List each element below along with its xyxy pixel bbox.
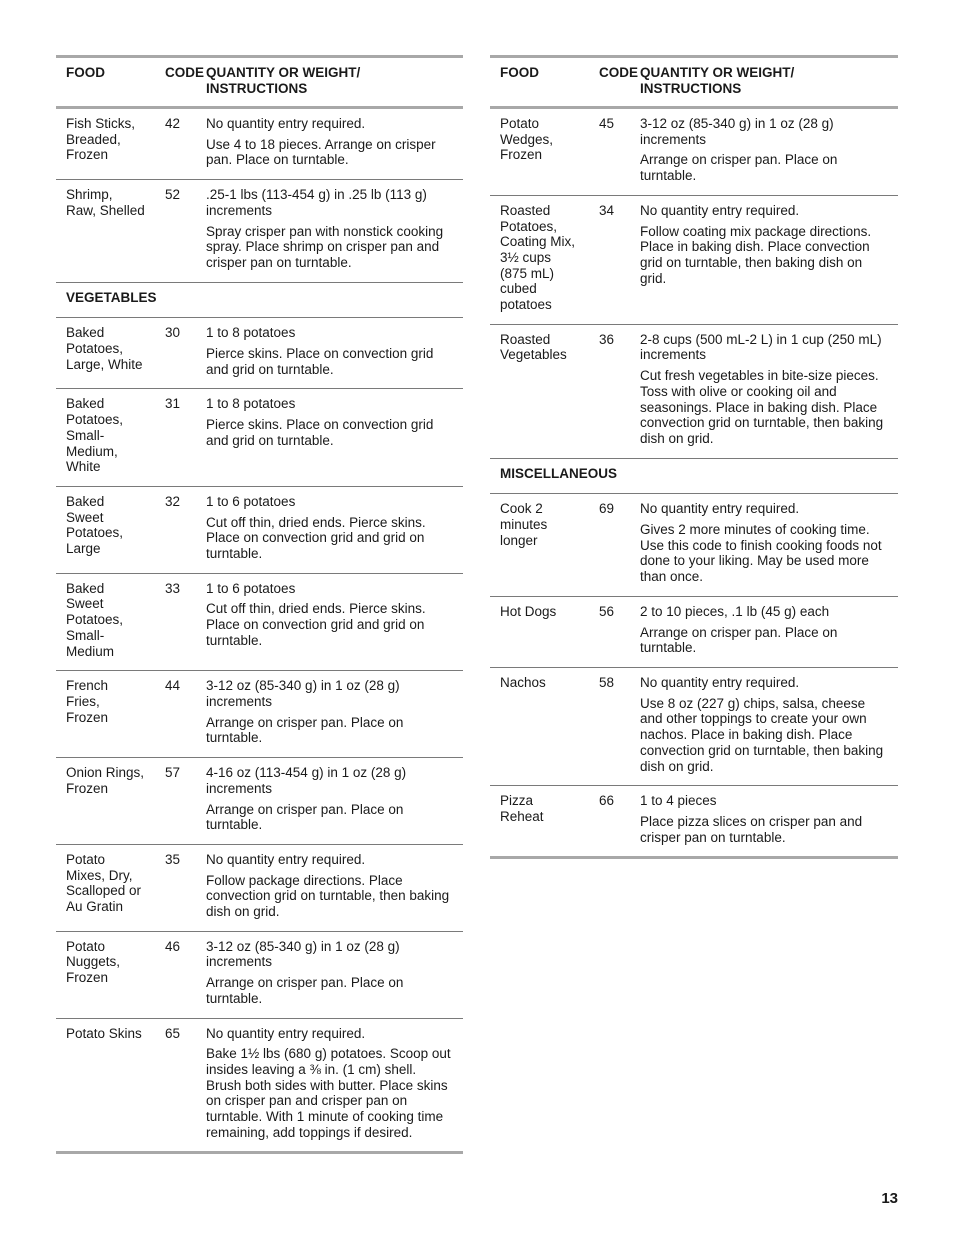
table-row [56, 758, 463, 845]
header-quantity-instructions: QUANTITY OR WEIGHT/ INSTRUCTIONS [206, 65, 361, 96]
food-code-table [490, 55, 898, 859]
instructions-text: Spray crisper pan with nonstick cooking spray. Place shrimp on crisper pan and crisper pan on turntable. [206, 223, 444, 270]
quantity-instructions-cell [630, 324, 898, 458]
food-code: 46 [165, 938, 181, 954]
table-row [490, 494, 898, 597]
quantity-text: 2-8 cups (500 mL-2 L) in 1 cup (250 mL) increments [640, 331, 882, 363]
instructions-text: Use 4 to 18 pieces. Arrange on crisper pan. Place on turntable. [206, 136, 436, 168]
food-code: 34 [599, 202, 615, 218]
instructions-text: Cut off thin, dried ends. Pierce skins. Place on convection grid and grid on turntable. [206, 514, 426, 562]
food-name: Potato Wedges, Frozen [500, 116, 554, 163]
header-food: FOOD [66, 65, 105, 80]
food-code-table [56, 55, 463, 1154]
header-quantity-instructions: QUANTITY OR WEIGHT/ INSTRUCTIONS [640, 65, 795, 96]
food-code: 32 [165, 493, 181, 509]
quantity-text: No quantity entry required. [640, 501, 800, 517]
food-name: Shrimp, Raw, Shelled [66, 187, 145, 218]
header-code: CODE [165, 65, 205, 80]
instructions-text: Bake 1½ lbs (680 g) potatoes. Scoop out insides leaving a ⅜ in. (1 cm) shell. Brush both sides with butter. Place skins on crisper pan and crisper pan on turntable. With 1 minute of cooking time remaining, add toppings if desired. [206, 1046, 451, 1140]
quantity-instructions-cell [630, 195, 898, 324]
food-code: 69 [599, 501, 615, 517]
food-code: 30 [165, 325, 181, 341]
quantity-instructions-cell [196, 573, 463, 671]
food-name: Potato Nuggets, Frozen [66, 938, 121, 986]
food-code: 33 [165, 580, 181, 596]
table-row [56, 180, 463, 283]
food-code: 52 [165, 187, 181, 203]
food-name: Baked Sweet Potatoes, Large [66, 493, 124, 557]
quantity-text: .25-1 lbs (113-454 g) in .25 lb (113 g) increments [206, 187, 427, 218]
table-row [56, 108, 463, 180]
food-code: 45 [599, 116, 615, 131]
food-name: Potato Mixes, Dry, Scalloped or Au Gratin [66, 851, 142, 915]
table-row [490, 786, 898, 858]
quantity-instructions-cell [196, 844, 463, 931]
quantity-instructions-cell [196, 671, 463, 758]
instructions-text: Place pizza slices on crisper pan and crisper pan on turntable. [640, 813, 863, 845]
table-row [56, 486, 463, 573]
table-row [56, 389, 463, 487]
food-code: 58 [599, 674, 615, 690]
quantity-text: 1 to 6 potatoes [206, 493, 296, 509]
quantity-text: 1 to 6 potatoes [206, 580, 296, 596]
section-title: VEGETABLES [66, 289, 157, 305]
quantity-text: No quantity entry required. [206, 1025, 366, 1041]
food-name: Pizza Reheat [500, 793, 544, 824]
quantity-text: No quantity entry required. [206, 851, 366, 867]
header-code: CODE [599, 65, 639, 80]
quantity-instructions-cell [196, 389, 463, 487]
quantity-text: 3-12 oz (85-340 g) in 1 oz (28 g) increments [206, 938, 400, 970]
section-header-row [56, 282, 463, 318]
food-name: Baked Sweet Potatoes, Small-Medium [66, 580, 124, 659]
quantity-instructions-cell [630, 667, 898, 785]
food-name: Roasted Vegetables [500, 331, 567, 363]
food-code: 42 [165, 116, 181, 131]
instructions-text: Cut off thin, dried ends. Pierce skins. Place on convection grid and grid on turntable. [206, 601, 426, 648]
section-title: MISCELLANEOUS [500, 465, 618, 481]
table-row [490, 195, 898, 324]
quantity-instructions-cell [630, 108, 898, 196]
quantity-instructions-cell [630, 786, 898, 858]
table-row [56, 1018, 463, 1153]
table-row [56, 573, 463, 671]
quantity-text: 1 to 8 potatoes [206, 396, 296, 412]
table-row [490, 596, 898, 667]
food-name: Cook 2 minutes longer [500, 501, 548, 548]
food-name: Hot Dogs [500, 603, 557, 619]
quantity-text: 2 to 10 pieces, .1 lb (45 g) each [640, 603, 830, 619]
quantity-text: 1 to 8 potatoes [206, 325, 296, 341]
section-header-row [490, 458, 898, 494]
food-name: Baked Potatoes, Large, White [66, 325, 143, 372]
instructions-text: Cut fresh vegetables in bite-size pieces. Toss with olive or cooking oil and seasonings. Place in baking dish. Place convection grid on turntable, then baking dish on grid. [640, 368, 884, 446]
instructions-text: Pierce skins. Place on convection grid and grid on turntable. [206, 417, 434, 448]
food-code: 31 [165, 396, 181, 412]
instructions-text: Follow coating mix package directions. Place in baking dish. Place convection grid on turntable, then baking dish on grid. [640, 223, 872, 286]
food-code: 44 [165, 678, 181, 694]
food-code: 35 [165, 851, 181, 867]
food-code: 57 [165, 765, 181, 781]
quantity-instructions-cell [196, 486, 463, 573]
quantity-text: 4-16 oz (113-454 g) in 1 oz (28 g) increments [206, 765, 407, 796]
instructions-text: Pierce skins. Place on convection grid and grid on turntable. [206, 346, 434, 377]
header-food: FOOD [500, 65, 539, 80]
quantity-text: 3-12 oz (85-340 g) in 1 oz (28 g) increments [206, 678, 400, 709]
cooking-table-right [490, 55, 898, 859]
table-row [490, 108, 898, 196]
cooking-table-left [56, 55, 463, 1154]
food-name: Nachos [500, 674, 546, 690]
instructions-text: Follow package directions. Place convection grid on turntable, then baking dish on grid. [206, 872, 450, 920]
quantity-text: No quantity entry required. [640, 674, 800, 690]
quantity-instructions-cell [196, 318, 463, 389]
quantity-instructions-cell [196, 180, 463, 283]
instructions-text: Arrange on crisper pan. Place on turntable. [640, 624, 838, 656]
food-code: 36 [599, 331, 615, 347]
table-row [56, 931, 463, 1018]
food-name: Onion Rings, Frozen [66, 765, 145, 796]
table-row [490, 667, 898, 785]
quantity-instructions-cell [196, 931, 463, 1018]
food-code: 56 [599, 603, 615, 619]
quantity-instructions-cell [196, 758, 463, 845]
quantity-instructions-cell [630, 596, 898, 667]
quantity-text: No quantity entry required. [640, 202, 800, 218]
table-row [490, 324, 898, 458]
table-row [56, 844, 463, 931]
instructions-text: Gives 2 more minutes of cooking time. Use this code to finish cooking foods not done to your liking. May be used more than once. [640, 522, 882, 585]
table-header-row [490, 57, 898, 108]
food-name: French Fries, Frozen [66, 678, 109, 725]
instructions-text: Arrange on crisper pan. Place on turntable. [206, 975, 404, 1006]
table-row [56, 318, 463, 389]
quantity-text: No quantity entry required. [206, 116, 366, 131]
food-name: Potato Skins [66, 1025, 142, 1041]
quantity-instructions-cell [630, 494, 898, 597]
instructions-text: Arrange on crisper pan. Place on turntable. [206, 801, 404, 833]
quantity-instructions-cell [196, 108, 463, 180]
instructions-text: Arrange on crisper pan. Place on turntable. [206, 714, 404, 746]
instructions-text: Use 8 oz (227 g) chips, salsa, cheese and other toppings to create your own nachos. Place in baking dish. Place convection grid on turntable, then baking dish on grid. [640, 695, 884, 774]
table-header-row [56, 57, 463, 108]
food-name: Fish Sticks, Breaded, Frozen [66, 116, 136, 163]
quantity-instructions-cell [196, 1018, 463, 1153]
table-row [56, 671, 463, 758]
food-name: Baked Potatoes, Small-Medium, White [66, 396, 124, 475]
quantity-text: 1 to 4 pieces [640, 793, 717, 809]
food-code: 65 [165, 1025, 181, 1041]
food-code: 66 [599, 793, 615, 809]
page-number: 13 [881, 1190, 898, 1207]
instructions-text: Arrange on crisper pan. Place on turntable. [640, 152, 838, 184]
food-name: Roasted Potatoes, Coating Mix, 3½ cups (875 mL) cubed potatoes [500, 202, 576, 313]
quantity-text: 3-12 oz (85-340 g) in 1 oz (28 g) increments [640, 116, 834, 147]
